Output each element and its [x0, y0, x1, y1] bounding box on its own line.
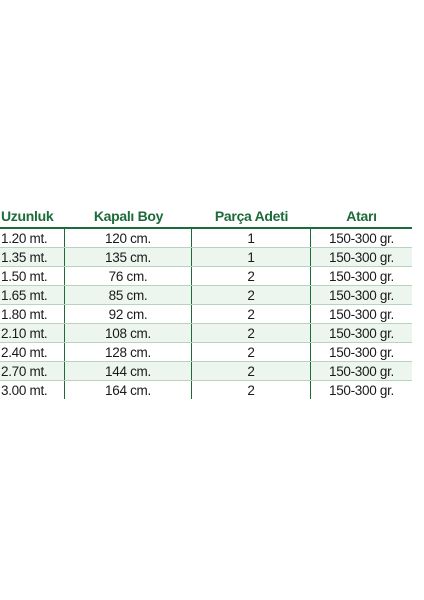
cell-kapali-boy: 144 cm. — [65, 362, 192, 380]
table-row — [0, 267, 412, 286]
cell-atari: 150-300 gr. — [328, 325, 394, 341]
cell-parca-adeti: 2 — [192, 362, 311, 380]
table-header — [0, 205, 412, 229]
cell-atari: 150-300 gr. — [328, 287, 394, 303]
table-row — [0, 248, 412, 267]
table-row — [0, 286, 412, 305]
cell-parca-adeti: 1 — [192, 229, 311, 247]
cell-uzunluk: 1.35 mt. — [0, 248, 65, 266]
cell-atari: 150-300 gr. — [328, 382, 394, 398]
cell-atari: 150-300 gr. — [328, 363, 394, 379]
cell-kapali-boy: 76 cm. — [65, 267, 192, 285]
cell-uzunluk: 3.00 mt. — [0, 381, 65, 399]
table-row — [0, 343, 412, 362]
cell-kapali-boy: 164 cm. — [65, 381, 192, 399]
cell-uzunluk: 2.40 mt. — [0, 343, 65, 361]
cell-atari: 150-300 gr. — [328, 230, 394, 246]
header-atari: Atarı — [346, 208, 377, 224]
header-parca-adeti: Parça Adeti — [214, 208, 289, 224]
cell-kapali-boy: 92 cm. — [65, 305, 192, 323]
cell-kapali-boy: 120 cm. — [65, 229, 192, 247]
cell-atari: 150-300 gr. — [328, 306, 394, 322]
cell-atari: 150-300 gr. — [328, 249, 394, 265]
cell-parca-adeti: 2 — [192, 286, 311, 304]
cell-kapali-boy: 85 cm. — [65, 286, 192, 304]
cell-uzunluk: 1.80 mt. — [0, 305, 65, 323]
table-row — [0, 324, 412, 343]
cell-uzunluk: 1.20 mt. — [0, 229, 65, 247]
spec-table — [0, 205, 412, 399]
cell-parca-adeti: 2 — [192, 305, 311, 323]
table-row — [0, 381, 412, 399]
cell-atari: 150-300 gr. — [328, 268, 394, 284]
table-row — [0, 362, 412, 381]
cell-parca-adeti: 2 — [192, 343, 311, 361]
cell-kapali-boy: 135 cm. — [65, 248, 192, 266]
cell-uzunluk: 1.65 mt. — [0, 286, 65, 304]
cell-parca-adeti: 2 — [192, 267, 311, 285]
cell-kapali-boy: 128 cm. — [65, 343, 192, 361]
cell-uzunluk: 2.10 mt. — [0, 324, 65, 342]
table-row — [0, 229, 412, 248]
cell-uzunluk: 2.70 mt. — [0, 362, 65, 380]
cell-uzunluk: 1.50 mt. — [0, 267, 65, 285]
table-row — [0, 305, 412, 324]
cell-kapali-boy: 108 cm. — [65, 324, 192, 342]
header-kapali-boy: Kapalı Boy — [93, 208, 164, 224]
cell-parca-adeti: 2 — [192, 381, 311, 399]
cell-atari: 150-300 gr. — [328, 344, 394, 360]
cell-parca-adeti: 1 — [192, 248, 311, 266]
cell-parca-adeti: 2 — [192, 324, 311, 342]
header-uzunluk: Uzunluk — [1, 208, 54, 224]
